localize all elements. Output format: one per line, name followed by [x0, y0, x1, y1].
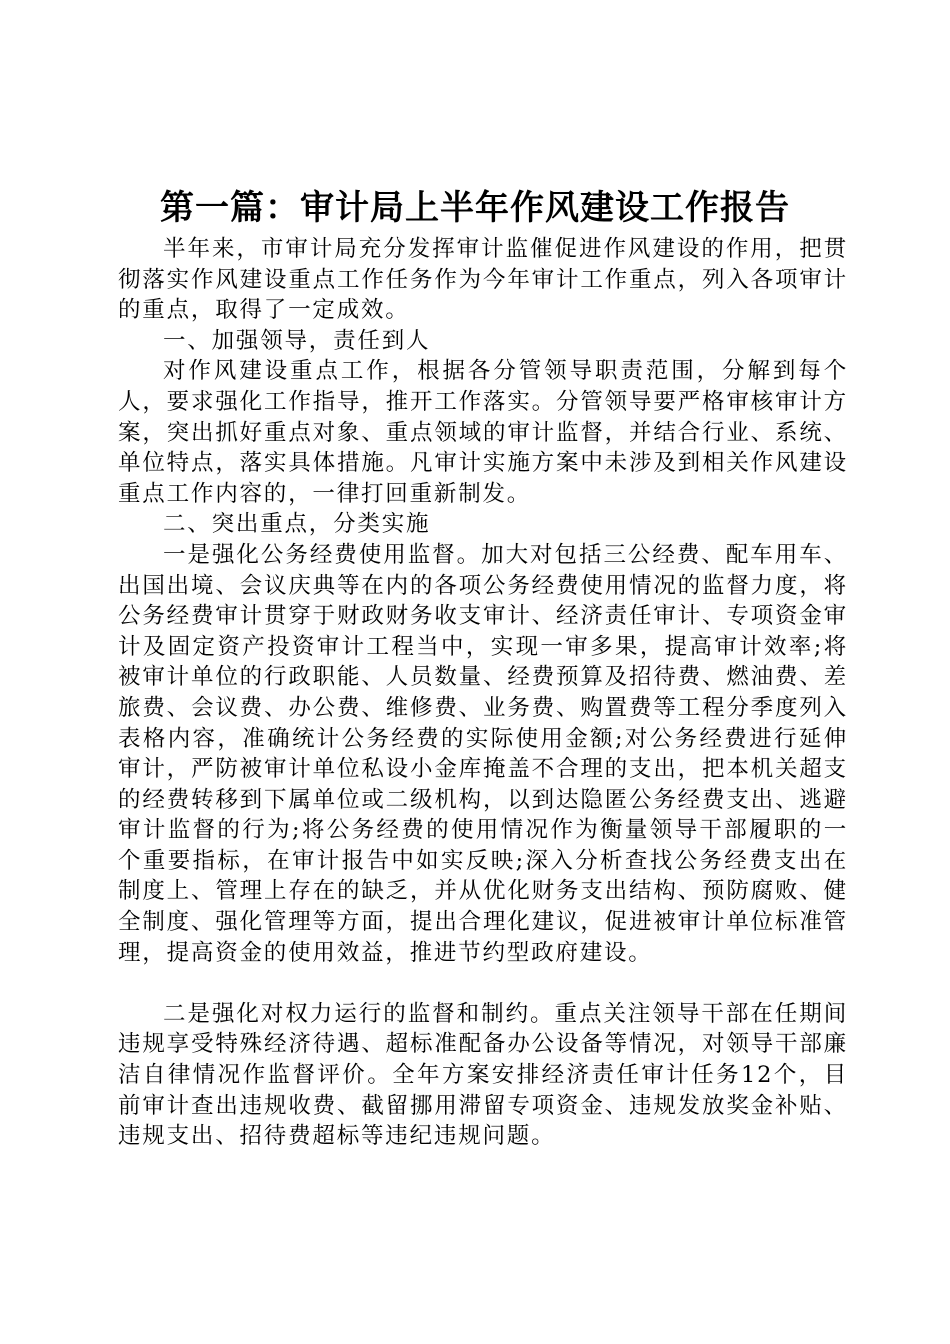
intro-paragraph: 半年来，市审计局充分发挥审计监催促进作风建设的作用，把贯彻落实作风建设重点工作任务作为今年审计工作重点，列入各项审计的重点，取得了一定成效。	[118, 236, 848, 324]
document-title: 第一篇：审计局上半年作风建设工作报告	[160, 188, 790, 228]
section-heading-2: 二、突出重点，分类实施	[163, 511, 431, 538]
section-1-paragraph: 对作风建设重点工作，根据各分管领导职责范围，分解到每个人，要求强化工作指导，推开工作落实。分管领导要严格审核审计方案，突出抓好重点对象、重点领域的审计监督，并结合行业、系统、单位特点，落实具体措施。凡审计实施方案中未涉及到相关作风建设重点工作内容的，一律打回重新制发。	[118, 358, 848, 507]
section-2-paragraph-1: 一是强化公务经费使用监督。加大对包括三公经费、配车用车、出国出境、会议庆典等在内的各项公务经费使用情况的监督力度，将公务经费审计贯穿于财政财务收支审计、经济责任审计、专项资金审计及固定资产投资审计工程当中，实现一审多果，提高审计效率;将被审计单位的行政职能、人员数量、经费预算及招待费、燃油费、差旅费、会议费、办公费、维修费、业务费、购置费等工程分季度列入表格内容，准确统计公务经费的实际使用金额;对公务经费进行延伸审计，严防被审计单位私设小金库掩盖不合理的支出，把本机关超支的经费转移到下属单位或二级机构，以到达隐匿公务经费支出、逃避审计监督的行为;将公务经费的使用情况作为衡量领导干部履职的一个重要指标，在审计报告中如实反映;深入分析查找公务经费支出在制度上、管理上存在的缺乏，并从优化财务支出结构、预防腐败、健全制度、强化管理等方面，提出合理化建议，促进被审计单位标准管理，提高资金的使用效益，推进节约型政府建设。	[118, 541, 848, 966]
document-body	[118, 234, 848, 1152]
section-2-paragraph-2: 二是强化对权力运行的监督和制约。重点关注领导干部在任期间违规享受特殊经济待遇、超标准配备办公设备等情况，对领导干部廉洁自律情况作监督评价。全年方案安排经济责任审计任务12个，目前审计查出违规收费、截留挪用滞留专项资金、违规发放奖金补贴、违规支出、招待费超标等违纪违规问题。	[118, 1000, 848, 1150]
section-heading-1: 一、加强领导，责任到人	[163, 327, 431, 354]
